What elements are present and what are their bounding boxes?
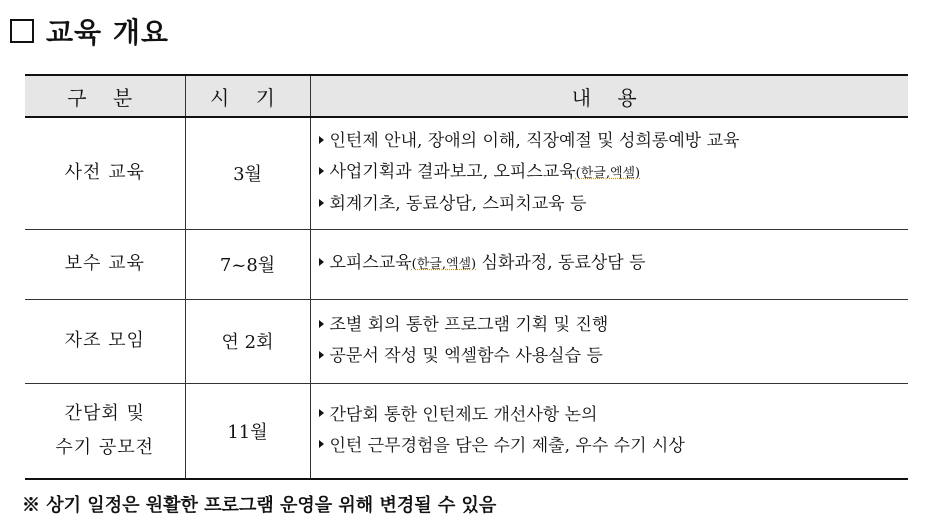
bullet-triangle-icon [319,320,324,328]
schedule-change-note: ※ 상기 일정은 원활한 프로그램 운영을 위해 변경될 수 있음 [22,495,497,516]
row-category-line: 자조 모임 [64,330,145,351]
bullet-triangle-icon [319,351,324,359]
header-content: 내 용 [310,75,908,117]
table-row [25,299,908,383]
row-category-line: 보수 교육 [64,253,145,274]
row-period: 11월 [185,383,310,479]
row-period: 연 2회 [185,299,310,383]
row-content [310,117,908,229]
bullet-triangle-icon [319,199,324,207]
bullet-triangle-icon [319,258,324,266]
content-line: 조별 회의 통한 프로그램 기획 및 진행 [319,310,909,341]
content-line: 인턴제 안내, 장애의 이해, 직장예절 및 성희롱예방 교육 [319,126,909,157]
bullet-triangle-icon [319,409,324,417]
table-row [25,229,908,299]
row-period: 3월 [185,117,310,229]
education-overview-table [25,74,908,480]
checkbox-square-icon [10,19,34,43]
row-period: 7~8월 [185,229,310,299]
bullet-triangle-icon [319,136,324,144]
row-category [25,117,185,229]
content-line: 회계기초, 동료상담, 스피치교육 등 [319,189,909,220]
table-row [25,117,908,229]
content-line: 사업기획과 결과보고, 오피스교육(한글,엑셀) [319,157,909,189]
bullet-triangle-icon [319,440,324,448]
bullet-triangle-icon [319,167,324,175]
row-category-line: 사전 교육 [64,162,145,184]
content-line: 공문서 작성 및 엑셀함수 사용실습 등 [319,341,909,372]
row-content [310,299,908,383]
header-period: 시 기 [185,75,310,117]
row-content [310,229,908,299]
page-title: 교육 개요 [46,16,169,49]
row-category [25,229,185,299]
row-category [25,299,185,383]
table-header-row [25,75,908,117]
row-category [25,383,185,479]
header-category: 구 분 [25,75,185,117]
row-content [310,383,908,479]
row-category-line: 수기 공모전 [55,436,155,458]
table-row [25,383,908,479]
content-line: 오피스교육(한글,엑셀) 심화과정, 동료상담 등 [319,248,909,280]
content-line: 인턴 근무경험을 담은 수기 제출, 우수 수기 시상 [319,431,909,462]
section-heading [10,14,169,48]
row-category-line: 간담회 및 [64,402,145,424]
content-line: 간담회 통한 인턴제도 개선사항 논의 [319,400,909,431]
